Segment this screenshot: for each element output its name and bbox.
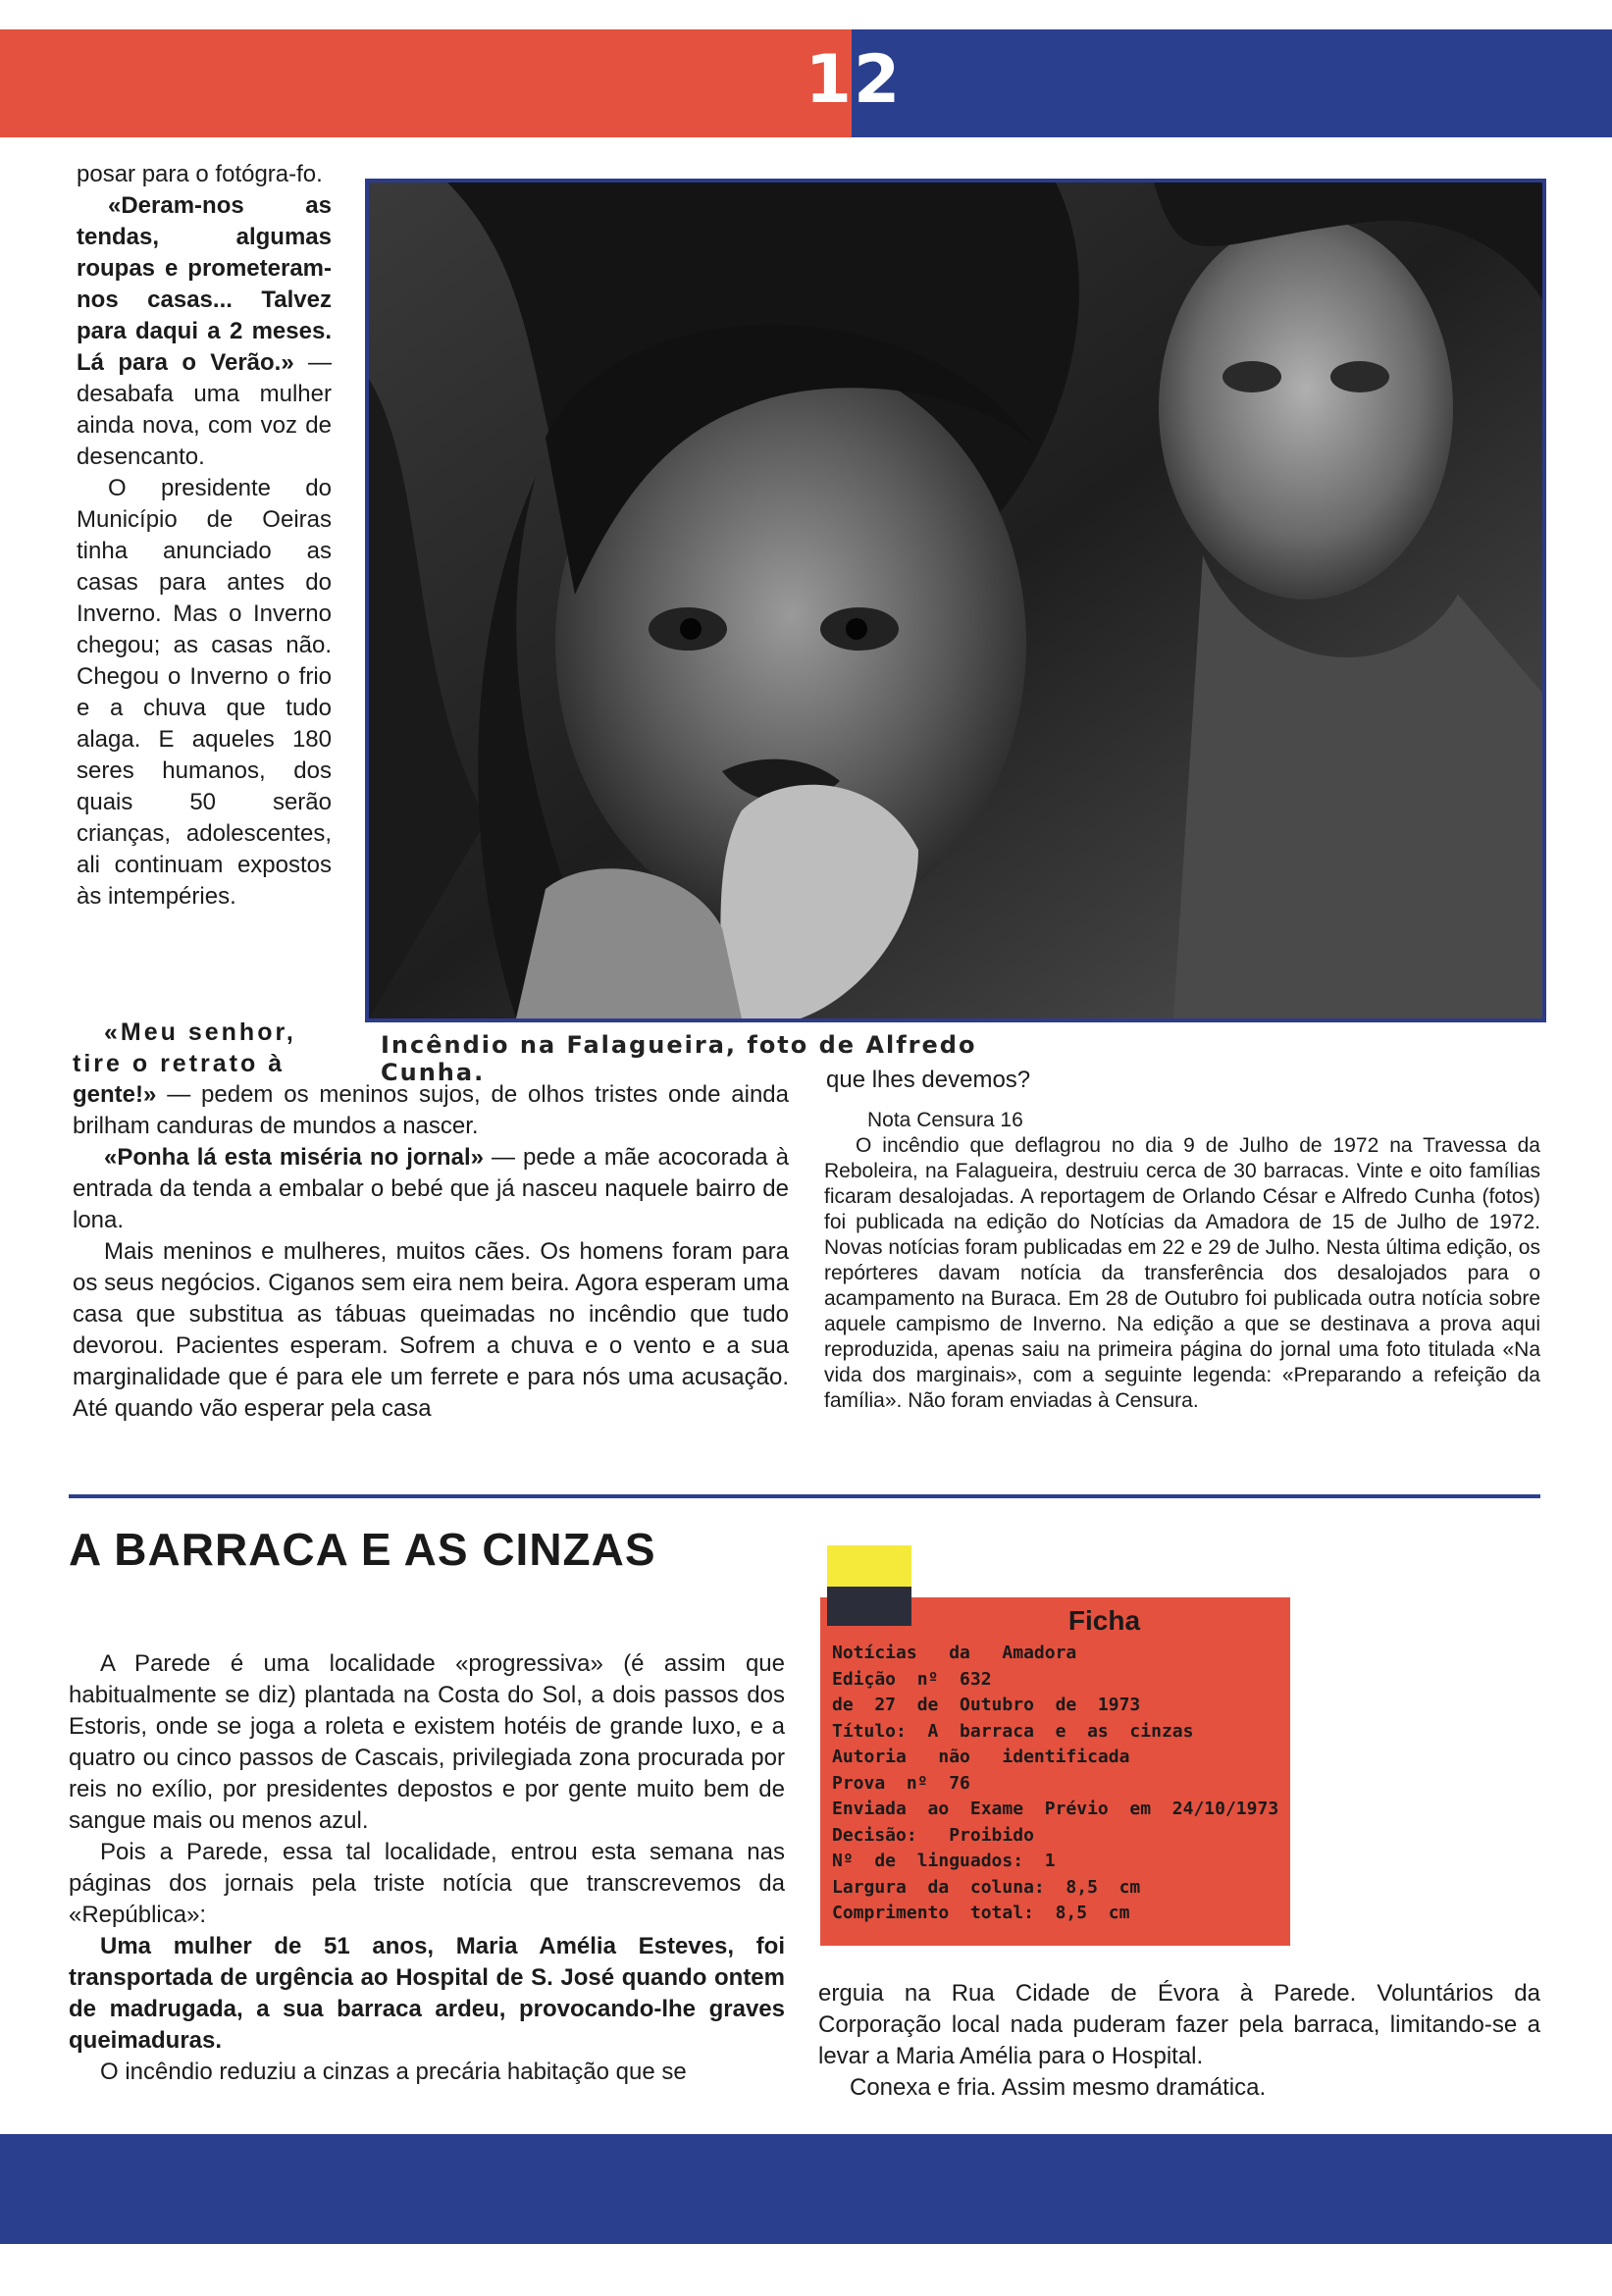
- ficha-dark-tab: [827, 1587, 911, 1626]
- ficha-line: Nº de linguados: 1: [832, 1851, 1056, 1871]
- wide-p2: «Ponha lá esta miséria no jornal» — pede a mãe acocorada à entrada da tenda a embalar o bebé que já nasceu naquele bairro de lona.: [73, 1144, 790, 1233]
- ficha-line: Decisão: Proibido: [832, 1824, 1034, 1846]
- header-band-red: [0, 29, 852, 137]
- ficha-line: Autoria não identificada: [832, 1747, 1130, 1767]
- article-p4: O incêndio reduziu a cinzas a precária habitação que se: [100, 2059, 687, 2085]
- ficha-line: Edição nº 632: [832, 1668, 992, 1690]
- photo-caption: Incêndio na Falagueira, foto de Alfredo Cunha.: [381, 1031, 977, 1086]
- ficha-line: Largura da coluna: 8,5 cm: [832, 1876, 1141, 1898]
- header-band-blue: [852, 29, 1612, 137]
- narrow-column: [77, 159, 332, 913]
- narrow-p2: O presidente do Município de Oeiras tinha anunciado as casas para antes do Inverno. Mas o Inverno chegou; as casas não. Chegou o Inverno o frio e a chuva que tudo alaga. E aqueles 180 seres humanos, dos quais 50 serão crianças, adolescentes, ali continuam expostos às intempéries.: [77, 475, 332, 910]
- wide-column: [73, 1079, 789, 1425]
- wide-p1: gente!» — pedem os meninos sujos, de olhos tristes onde ainda brilham canduras de mundos a nascer.: [73, 1081, 789, 1139]
- photo-children: [365, 179, 1546, 1022]
- note-heading: Nota Censura 16: [867, 1109, 1023, 1131]
- wide-p3: Mais meninos e mulheres, muitos cães. Os homens foram para os seus negócios. Ciganos sem eira nem beira. Agora esperam uma casa que substitua as tábuas queimadas no incêndio que tudo devorou. Pacientes esperam. Sofrem a chuva e o vento e a sua marginalidade que é para ele um ferrete e para nós uma acusação. Até quando vão esperar pela casa: [73, 1238, 789, 1422]
- ficha-line: Enviada ao Exame Prévio em 24/10/1973: [832, 1799, 1279, 1819]
- ficha-title: Ficha: [1067, 1605, 1141, 1636]
- ficha-line: Título: A barraca e as cinzas: [832, 1720, 1194, 1742]
- page-number: 12: [805, 41, 903, 119]
- narrow-p0: posar para o fotógra-fo.: [77, 161, 323, 187]
- ficha-line: Notícias da Amadora: [832, 1643, 1077, 1663]
- article-p1: A Parede é uma localidade «progressiva» (é assim que habitualmente se diz) plantada na Costa do Sol, a dois passos dos Estoris, onde se joga a roleta e existem hotéis de grande luxo, e a quatro ou cinco passos de Cascais, privilegiada zona procurada por reis no exílio, por presidentes depostos e por gente muito bem de sangue mais ou menos azul.: [69, 1650, 785, 1834]
- ficha-line: Prova nº 76: [832, 1772, 970, 1794]
- note-continuation: que lhes devemos?: [826, 1067, 1031, 1093]
- censorship-note: [824, 1065, 1540, 1414]
- article-continuation: [818, 1978, 1540, 2104]
- note-body: O incêndio que deflagrou no dia 9 de Julho de 1972 na Travessa da Reboleira, na Falagueira, destruiu cerca de 30 barracas. Vinte e oito famílias ficaram desalojadas. A reportagem de Orlando César e Alfredo Cunha (fotos) foi publicada na edição do Notícias da Amadora de 15 de Julho de 1972. Novas notícias foram publicadas em 22 e 29 de Julho. Nesta última edição, os repórteres davam notícia da transferência dos desalojados para o acampamento na Buraca. Em 28 de Outubro foi publicada outra notícia sobre aquele campismo de Inverno. Na edição a que se destinava a prova aqui reproduzida, apenas saiu na primeira página do jornal uma foto titulada «Na vida dos marginais», com a seguinte legenda: «Preparando a refeição da família». Não foram enviadas à Censura.: [824, 1134, 1540, 1412]
- narrow-p1: «Deram-nos as tendas, algumas roupas e prometeram-nos casas... Talvez para daqui a 2 meses. Lá para o Verão.» — desabafa uma mulher ainda nova, com voz de desencanto.: [77, 192, 332, 470]
- section-title: A BARRACA E AS CINZAS: [69, 1524, 656, 1575]
- ficha-lines: [832, 1641, 1278, 1927]
- section-divider: [69, 1494, 1540, 1498]
- lead-bold-quote: «Meu senhor, tire o retrato à: [73, 1018, 296, 1077]
- article-p3: Uma mulher de 51 anos, Maria Amélia Esteves, foi transportada de urgência ao Hospital de S. José quando ontem de madrugada, a sua barraca ardeu, provocando-lhe graves queimaduras.: [69, 1933, 785, 2054]
- article-cont-p1: erguia na Rua Cidade de Évora à Parede. Voluntários da Corporação local nada puderam fazer pela barraca, limitando-se a levar a Maria Amélia para o Hospital.: [818, 1980, 1540, 2069]
- article-p2: Pois a Parede, essa tal localidade, entrou esta semana nas páginas dos jornais pela triste notícia que transcrevemos da «República»:: [69, 1839, 785, 1928]
- ficha-line: de 27 de Outubro de 1973: [832, 1695, 1141, 1715]
- article-cont-p2: Conexa e fria. Assim mesmo dramática.: [850, 2074, 1267, 2101]
- article-body: [69, 1648, 785, 2088]
- ficha-line: Comprimento total: 8,5 cm: [832, 1903, 1130, 1923]
- ficha-yellow-tab: [827, 1545, 911, 1587]
- ficha-box: [820, 1597, 1290, 1946]
- footer-band-blue: [0, 2134, 1612, 2244]
